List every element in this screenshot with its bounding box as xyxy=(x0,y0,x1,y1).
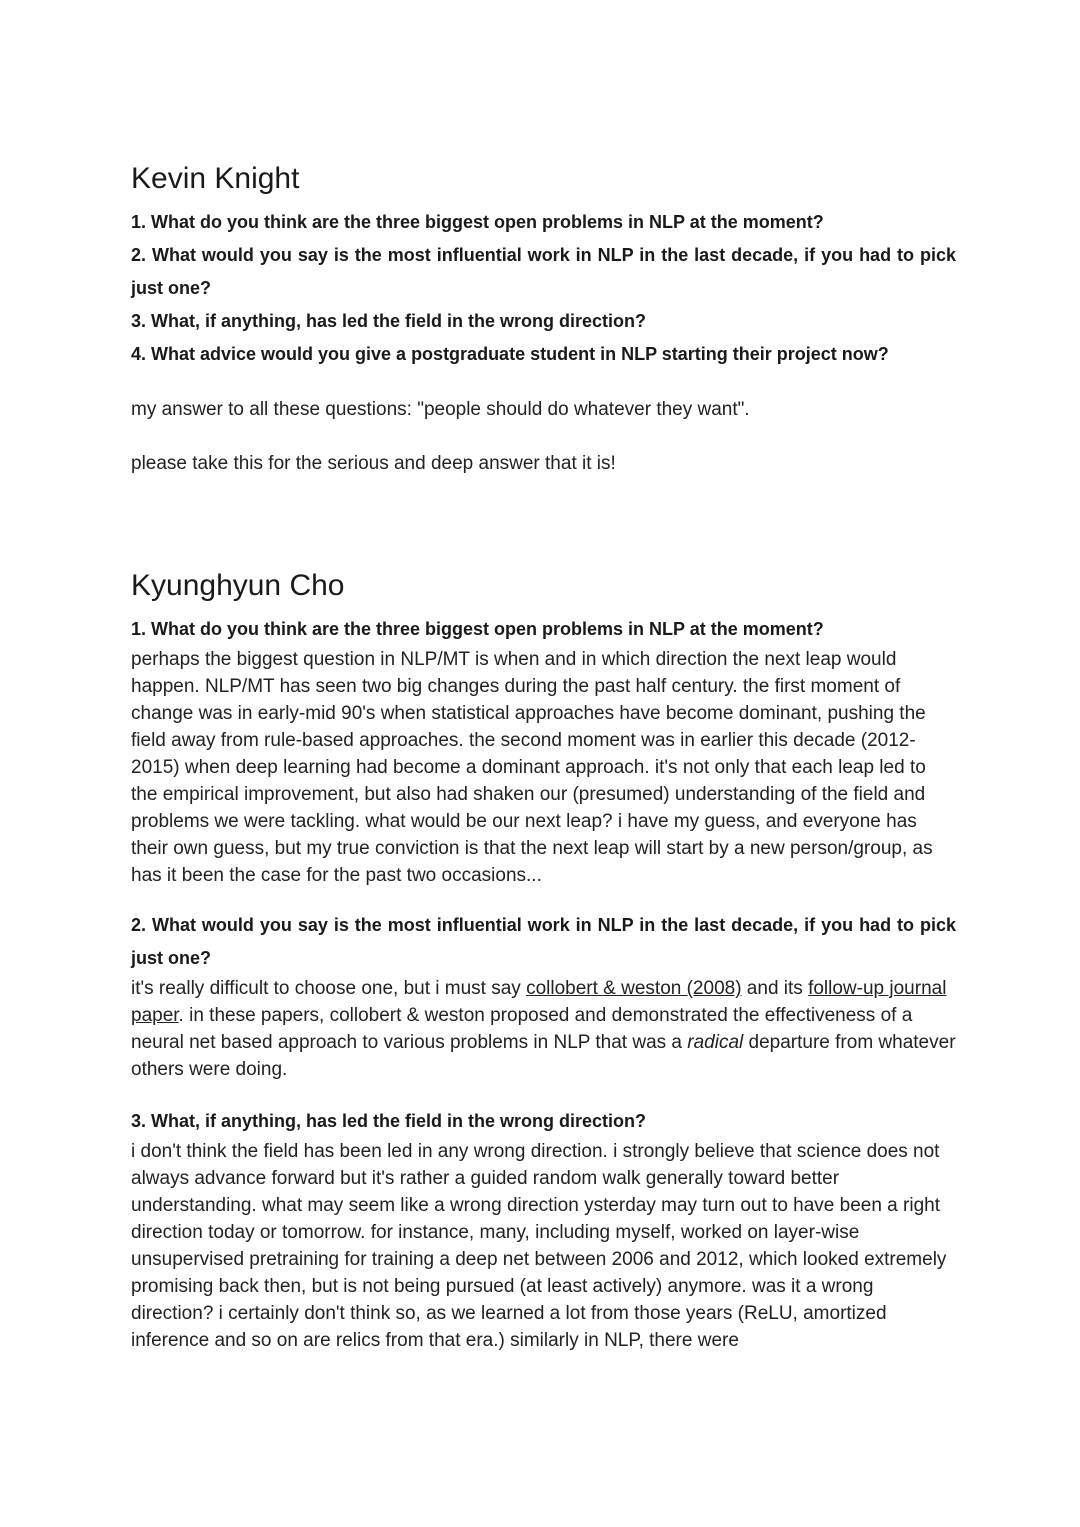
follow-up-journal-paper-link[interactable]: follow-up journal paper xyxy=(131,978,947,1026)
cho-answer-1: perhaps the biggest question in NLP/MT is when and in which direction the next leap would happen. NLP/MT has seen two big changes during the past half century. the first moment of change was in early-mid 90's when statistical approaches have become dominant, pushing the field away from rule-based approaches. the second moment was in earlier this decade (2012-2015) when deep learning had become a dominant approach. it's not only that each leap led to the empirical improvement, but also had shaken our (presumed) understanding of the field and problems we were tackling. what would be our next leap? i have my guess, and everyone has their own guess, but my true conviction is that the next leap will start by a new person/group, as has it been the case for the past two occasions... xyxy=(131,649,933,886)
section-title-kyunghyun-cho: Kyunghyun Cho xyxy=(131,569,345,602)
kevin-answer-1: my answer to all these questions: "people should do whatever they want". xyxy=(131,399,750,420)
cho-answer-2 xyxy=(131,975,956,1083)
kevin-question-2: 2. What would you say is the most influential work in NLP in the last decade, if you had to pick just one? xyxy=(131,245,956,298)
cho-answer-3: i don't think the field has been led in any wrong direction. i strongly believe that science does not always advance forward but it's rather a guided random walk generally toward better understanding. what may seem like a wrong direction ysterday may turn out to have been a right direction today or tomorrow. for instance, many, including myself, worked on layer-wise unsupervised pretraining for training a deep net between 2006 and 2012, which looked extremely promising back then, but is not being pursued (at least actively) anymore. was it a wrong direction? i certainly don't think so, as we learned a lot from those years (ReLU, amortized inference and so on are relics from that era.) similarly in NLP, there were xyxy=(131,1141,947,1351)
kevin-question-1: 1. What do you think are the three biggest open problems in NLP at the moment? xyxy=(131,212,824,232)
cho-answer-2-text-2: and its xyxy=(741,978,809,999)
cho-answer-2-emphasis: radical xyxy=(687,1032,744,1053)
cho-answer-2-text-4: departure from whatever others were doing. xyxy=(131,1032,956,1080)
kevin-knight-section xyxy=(131,158,956,479)
cho-question-3: 3. What, if anything, has led the field in the wrong direction? xyxy=(131,1111,647,1131)
kevin-question-3: 3. What, if anything, has led the field in the wrong direction? xyxy=(131,311,647,331)
kevin-question-4: 4. What advice would you give a postgraduate student in NLP starting their project now? xyxy=(131,344,889,364)
cho-answer-2-text-3: . in these papers, collobert & weston proposed and demonstrated the effectiveness of a neural net based approach to various problems in NLP that was a xyxy=(131,1005,913,1053)
kyunghyun-cho-section xyxy=(131,565,956,1354)
collobert-weston-2008-link[interactable]: collobert & weston (2008) xyxy=(526,978,742,999)
section-title-kevin-knight: Kevin Knight xyxy=(131,162,300,195)
document-page xyxy=(131,158,956,1354)
cho-answer-2-text-1: it's really difficult to choose one, but i must say xyxy=(131,978,527,999)
kevin-answer-2: please take this for the serious and deep answer that it is! xyxy=(131,453,616,474)
cho-question-2: 2. What would you say is the most influential work in NLP in the last decade, if you had to pick just one? xyxy=(131,915,956,968)
cho-question-1: 1. What do you think are the three biggest open problems in NLP at the moment? xyxy=(131,619,824,639)
